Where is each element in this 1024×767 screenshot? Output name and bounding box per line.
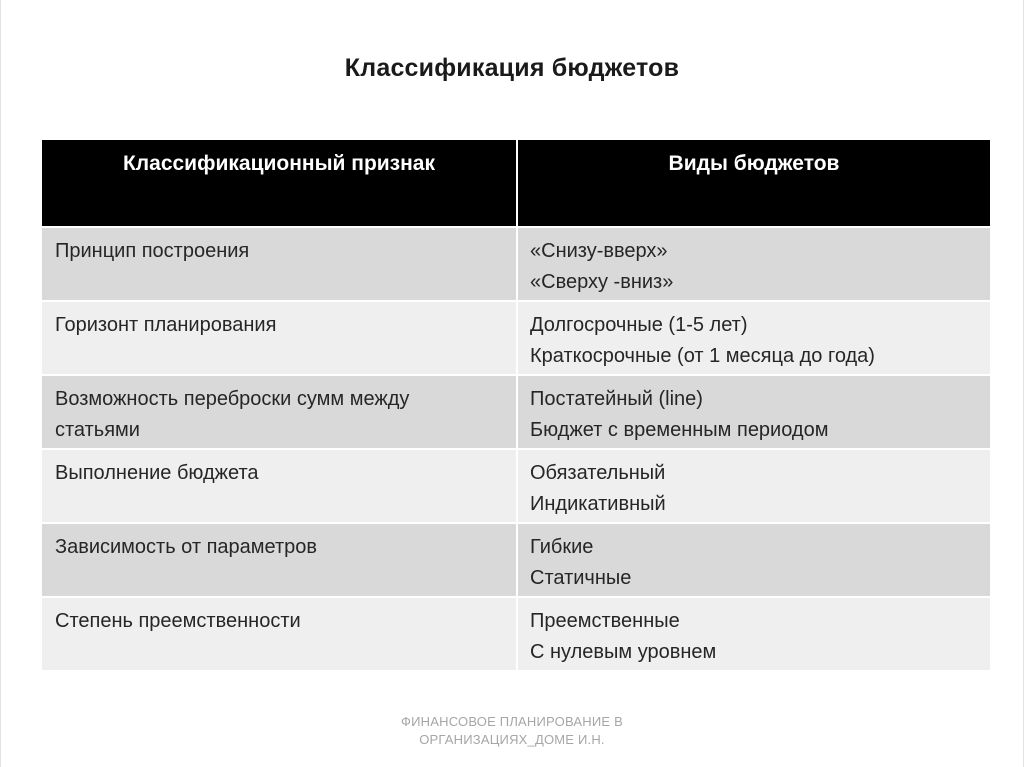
budget-type-text: Статичные	[530, 567, 632, 589]
criterion-text: Горизонт планирования	[55, 314, 277, 336]
budget-type-text: Постатейный (line)	[530, 388, 703, 410]
criterion-text: Степень преемственности	[55, 610, 301, 632]
criterion-cell	[42, 376, 516, 448]
criterion-cell	[42, 302, 516, 374]
slide-title: Классификация бюджетов	[344, 54, 680, 82]
slide-footer	[0, 713, 1024, 749]
criterion-cell	[42, 228, 516, 300]
criterion-text: Зависимость от параметров	[55, 536, 318, 558]
budget-type-text: Обязательный	[530, 462, 666, 484]
table-row	[42, 302, 990, 376]
table-row	[42, 450, 990, 524]
budget-type-text: Индикативный	[530, 493, 666, 515]
criterion-text: Принцип построения	[55, 240, 250, 262]
budget-types-cell	[516, 228, 990, 300]
criterion-cell	[42, 450, 516, 522]
slide-left-edge	[0, 0, 1, 767]
footer-line: ФИНАНСОВОЕ ПЛАНИРОВАНИЕ В	[401, 714, 623, 729]
criterion-text: статьями	[55, 419, 140, 441]
budget-type-text: С нулевым уровнем	[530, 641, 717, 663]
budget-type-text: Краткосрочные (от 1 месяца до года)	[530, 345, 875, 367]
budget-types-cell	[516, 524, 990, 596]
criterion-text: Возможность переброски сумм между	[55, 388, 410, 410]
table-row	[42, 228, 990, 302]
table-row	[42, 598, 990, 672]
table-row	[42, 524, 990, 598]
criterion-cell	[42, 598, 516, 670]
table-row	[42, 376, 990, 450]
criterion-text: Выполнение бюджета	[55, 462, 259, 484]
budget-type-text: «Снизу-вверх»	[530, 240, 668, 262]
table-header-row	[42, 140, 990, 228]
budget-types-cell	[516, 450, 990, 522]
header-budget-types: Виды бюджетов	[516, 140, 990, 226]
budget-classification-table	[42, 140, 990, 672]
budget-type-text: Бюджет с временным периодом	[530, 419, 829, 441]
budget-type-text: Долгосрочные (1-5 лет)	[530, 314, 748, 336]
criterion-cell	[42, 524, 516, 596]
budget-type-text: Гибкие	[530, 536, 594, 558]
footer-line: ОРГАНИЗАЦИЯХ_ДОМЕ И.Н.	[419, 732, 605, 747]
budget-types-cell	[516, 376, 990, 448]
budget-type-text: Преемственные	[530, 610, 680, 632]
header-criterion: Классификационный признак	[122, 152, 435, 175]
budget-types-cell	[516, 302, 990, 374]
budget-types-cell	[516, 598, 990, 670]
budget-type-text: «Сверху -вниз»	[530, 271, 674, 293]
